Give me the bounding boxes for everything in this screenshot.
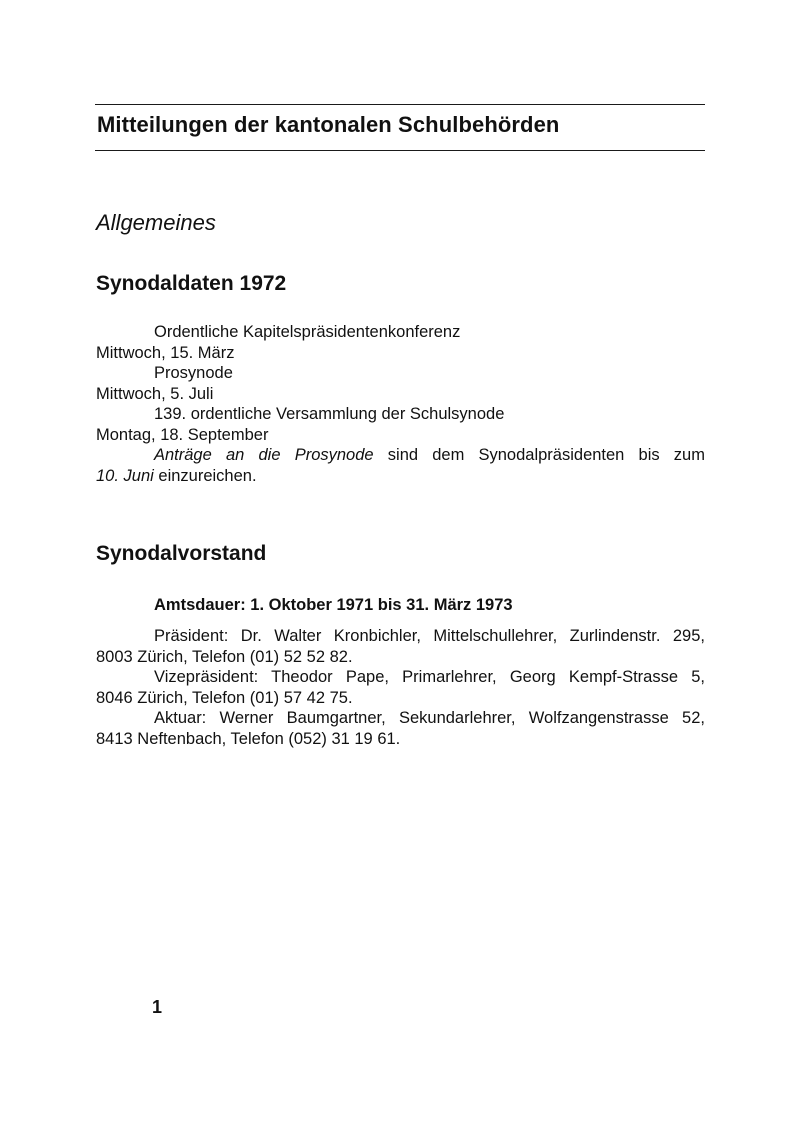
submission-note-line-1 xyxy=(96,445,705,466)
date-line: Mittwoch, 5. Juli xyxy=(96,384,214,403)
date-line: Mittwoch, 15. März xyxy=(96,343,235,362)
amtsdauer-subheading: Amtsdauer: 1. Oktober 1971 bis 31. März 1973 xyxy=(154,596,513,614)
submission-date-month: Juni xyxy=(123,466,154,485)
synodaldaten-list xyxy=(96,322,705,486)
submission-date-number: 10. xyxy=(96,466,119,485)
header-rule-bottom xyxy=(95,150,705,151)
submission-note-end: einzureichen. xyxy=(153,466,257,485)
event-line: 139. ordentliche Versammlung der Schulsynode xyxy=(154,405,505,423)
synodalvorstand-heading: Synodalvorstand xyxy=(96,542,267,565)
synodalvorstand-members xyxy=(96,626,705,749)
header-rule-top xyxy=(95,104,705,105)
section-label: Allgemeines xyxy=(96,210,216,235)
submission-note-text: sind dem Synodalpräsidenten bis zum xyxy=(373,446,705,464)
submission-note-line-2 xyxy=(96,466,705,487)
date-line: Montag, 18. September xyxy=(96,425,269,444)
member-line-1: Vizepräsident: Theodor Pape, Primarlehrer, Georg Kempf-Strasse 5, xyxy=(154,668,705,686)
event-line: Prosynode xyxy=(154,364,233,382)
page-header-title: Mitteilungen der kantonalen Schulbehörden xyxy=(97,112,560,137)
member-line-2: 8046 Zürich, Telefon (01) 57 42 75. xyxy=(96,688,353,707)
member-line-2: 8003 Zürich, Telefon (01) 52 52 82. xyxy=(96,647,353,666)
member-line-1: Aktuar: Werner Baumgartner, Sekundarlehrer, Wolfzangenstrasse 52, xyxy=(154,709,705,727)
member-line-1: Präsident: Dr. Walter Kronbichler, Mittelschullehrer, Zurlindenstr. 295, xyxy=(154,627,705,645)
page-number: 1 xyxy=(152,997,163,1017)
member-line-2: 8413 Neftenbach, Telefon (052) 31 19 61. xyxy=(96,729,401,748)
submission-note-italic: Anträge an die Prosynode xyxy=(154,446,374,464)
event-line: Ordentliche Kapitelspräsidentenkonferenz xyxy=(154,323,461,341)
synodaldaten-heading: Synodaldaten 1972 xyxy=(96,272,287,295)
